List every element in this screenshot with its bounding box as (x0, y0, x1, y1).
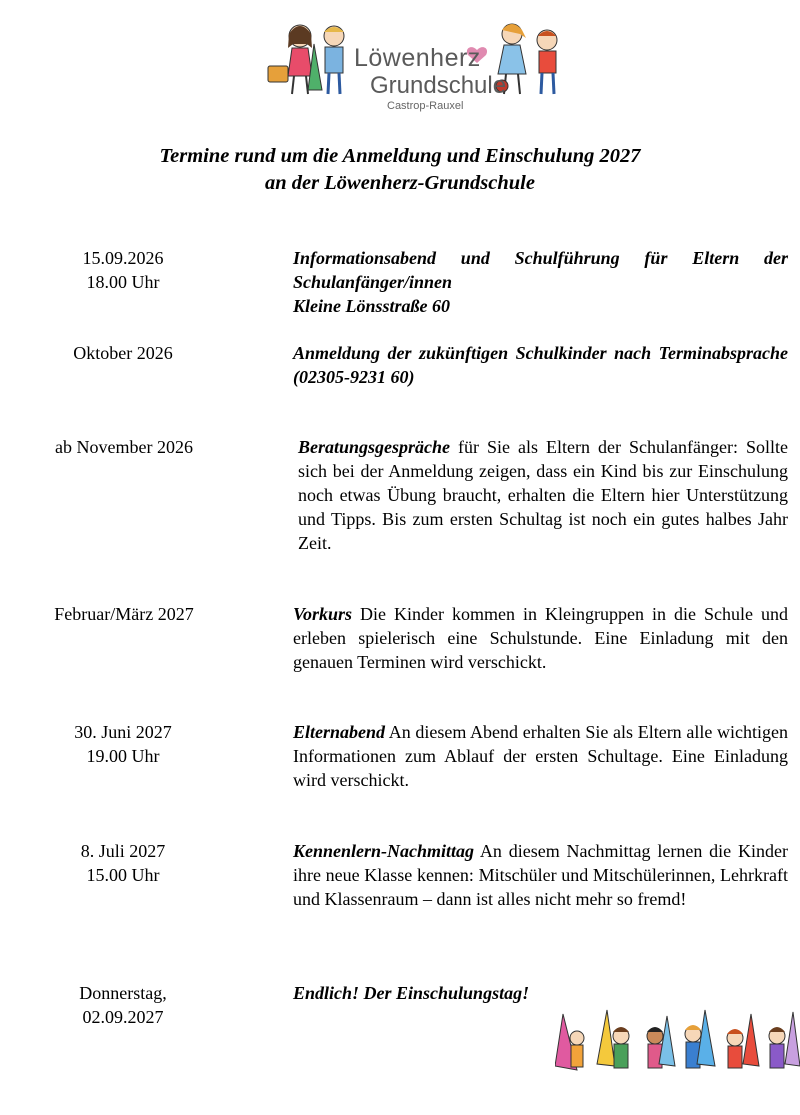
event-heading: Beratungsgespräche (298, 437, 451, 457)
event-heading: Informationsabend und Schulführung für Eltern der Schulanfänger/innen (293, 248, 788, 292)
event-heading: Elternabend (293, 722, 386, 742)
event-date: Donnerstag, 02.09.2027 (79, 983, 167, 1027)
logo-name: Löwenherz (354, 44, 481, 72)
event-date: ab November 2026 (55, 437, 193, 457)
event-date: 30. Juni 2027 19.00 Uhr (74, 722, 172, 766)
children-illustration-icon (555, 1008, 800, 1080)
event-heading: Vorkurs (293, 604, 353, 624)
logo-subname: Grundschule (370, 72, 507, 99)
event-description (293, 720, 788, 792)
event-text: Die Kinder kommen in Kleingruppen in die Schule und erleben spielerisch eine Schulstunde. Eine Einladung mit den genauen Terminen wird verschickt. (293, 604, 788, 672)
event-location: Kleine Lönsstraße 60 (293, 296, 451, 316)
page-subtitle: an der Löwenherz-Grundschule (265, 172, 535, 194)
event-heading: Anmeldung der zukünftigen Schulkinder nach Terminabsprache (02305-9231 60) (293, 343, 788, 387)
event-date: 15.09.2026 18.00 Uhr (82, 248, 164, 292)
event-text: für Sie als Eltern der Schulanfänger: Sollte sich bei der Anmeldung zeigen, dass ein Kind bis zur Einschulung noch etwas Übung braucht, erhalten die Eltern hier Unterstützung und Tipps. Bis zum ersten Schultag ist noch ein gutes halbes Jahr Zeit. (298, 437, 788, 553)
event-heading: Endlich! Der Einschulungstag! (293, 983, 530, 1003)
event-description (293, 246, 788, 318)
event-description (293, 602, 788, 674)
logo-city: Castrop-Rauxel (387, 100, 464, 112)
page-title: Termine rund um die Anmeldung und Einschulung 2027 (159, 145, 641, 167)
event-date: 8. Juli 2027 15.00 Uhr (80, 841, 166, 885)
event-description (298, 435, 788, 555)
event-text: An diesem Nachmittag lernen die Kinder ihre neue Klasse kennen: Mitschüler und Mitschülerinnen, Lehrkraft und Klassenraum – dann ist alles nicht mehr so fremd! (293, 841, 788, 909)
school-logo (262, 14, 562, 114)
event-description (293, 341, 788, 389)
event-description (293, 839, 788, 911)
event-text: An diesem Abend erhalten Sie als Eltern alle wichtigen Informationen zum Ablauf der ersten Schultage. Eine Einladung wird verschickt. (293, 722, 788, 790)
event-date: Februar/März 2027 (54, 604, 194, 624)
event-heading: Kennenlern-Nachmittag (293, 841, 475, 861)
event-date: Oktober 2026 (73, 343, 173, 363)
event-description (293, 981, 788, 1005)
